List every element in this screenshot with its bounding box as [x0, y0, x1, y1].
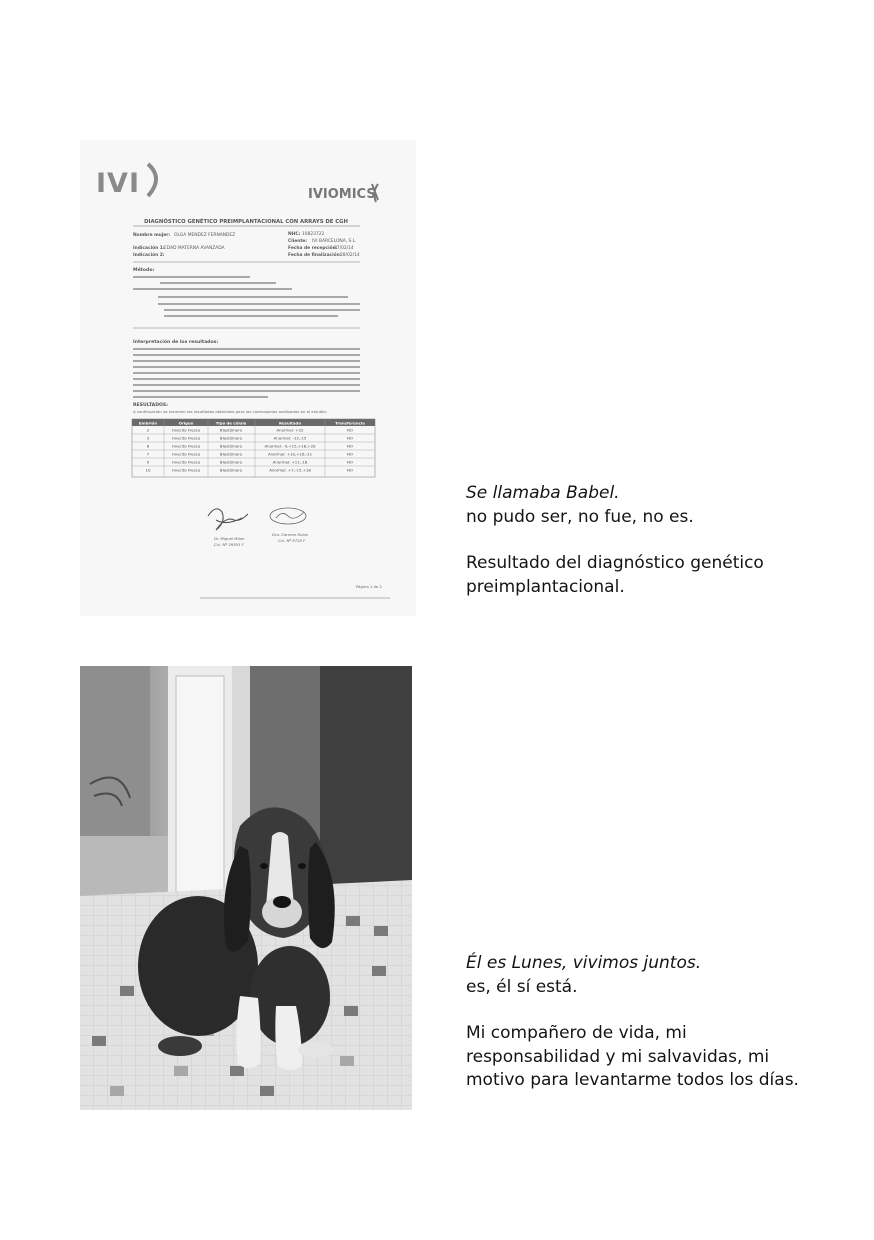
table-cell: NO [347, 443, 353, 449]
caption-line: Resultado del diagnóstico genético [466, 553, 764, 573]
field-value: 10823722 [302, 232, 325, 237]
table-cell: NO [347, 467, 353, 473]
svg-text:Nombre mujer: [133, 232, 170, 238]
table-cell: 2 [146, 427, 150, 433]
caption-line: no pudo ser, no fue, no es. [466, 506, 694, 527]
table-cell: Anormal: +22 [276, 427, 304, 433]
signature-name: Dr. Miguel Milan [214, 536, 245, 541]
caption-italic-line: Se llamaba Babel. [466, 483, 620, 503]
caption-line: es, él sí está. [466, 976, 578, 997]
caption-dog [466, 952, 846, 1093]
caption-line: Mi compañero de vida, mi [466, 1023, 687, 1043]
caption-line: responsabilidad y mi salvavidas, mi [466, 1046, 770, 1067]
table-cell: Anormal: -9,+15,+18,+20 [264, 443, 316, 449]
table-header: Tipo de célula [215, 420, 247, 426]
page-number: Página 1 de 2 [356, 584, 382, 589]
table-header: Origen [178, 420, 194, 426]
signature-name: Dra. Carmen Rubio [272, 532, 309, 537]
table-cell: Ovocito Fresco [171, 427, 201, 433]
table-cell: Ovocito Fresco [171, 435, 201, 441]
interpretation-heading: Interpretación de los resultados: [133, 340, 219, 345]
table-header: Transferencia [335, 420, 365, 426]
table-cell: Blastómero [219, 459, 243, 465]
table-cell: Blastómero [219, 467, 243, 473]
field-label: Indicación 1: [133, 246, 165, 251]
table-cell: Ovocito Fresco [171, 459, 201, 465]
table-header: Embrión [138, 420, 158, 426]
results-heading: RESULTADOS: [133, 403, 169, 408]
genetic-report-scan [80, 140, 416, 616]
table-cell: Blastómero [219, 435, 243, 441]
table-cell: NO [347, 451, 353, 457]
table-cell: NO [347, 427, 353, 433]
table-cell: Blastómero [219, 443, 243, 449]
table-cell: Ovocito Fresco [171, 451, 201, 457]
table-cell: 6 [146, 443, 150, 449]
report-title: DIAGNÓSTICO GENÉTICO PREIMPLANTACIONAL CON ARRAYS DE CGH [144, 219, 348, 225]
caption-report [466, 482, 846, 599]
iviomics-logo [308, 184, 378, 202]
field-value: EDAD MATERNA AVANZADA [164, 246, 225, 251]
field-label: Fecha de recepción: [288, 246, 338, 251]
field-label: Fecha de finalización: [288, 253, 342, 258]
dog-photo [80, 666, 412, 1110]
field-label: Indicación 2: [133, 253, 165, 258]
caption-line: preimplantacional. [466, 576, 625, 597]
field-label: Nombre mujer: [133, 233, 171, 238]
field-label: Cliente: [288, 239, 308, 244]
field-value: 27/02/14 [334, 246, 354, 251]
table-cell: Anormal: +10,+16,-21 [267, 451, 313, 457]
field-value: OLGA MENDEZ FERNANDEZ [174, 233, 236, 238]
table-cell: Anormal: -12,-15 [273, 435, 307, 441]
table-cell: 10 [145, 467, 151, 473]
table-cell: NO [347, 435, 353, 441]
table-cell: Anormal: +11,-16 [272, 459, 308, 465]
field-value: 28/02/14 [340, 253, 360, 258]
signature-number: Col. Nº 39393 F [214, 542, 244, 547]
signature-number: Col. Nº 9728 F [278, 538, 306, 543]
table-header: Resultado [279, 420, 301, 426]
table-cell: 3 [146, 435, 150, 441]
field-label: NHC: [288, 232, 301, 237]
iviomics-logo-text: IVIOMICS [308, 187, 376, 202]
table-cell: Ovocito Fresco [171, 443, 201, 449]
table-cell: Blastómero [219, 451, 243, 457]
table-cell: Ovocito Fresco [171, 467, 201, 473]
ivi-logo-text: IVI [96, 168, 140, 199]
table-cell: 9 [146, 459, 150, 465]
results-intro: A continuación se resumen los resultados obtenidos para los cromosomas analizados en el estudio: [133, 409, 327, 414]
method-heading: Método: [133, 268, 155, 273]
table-cell: Blastómero [219, 427, 243, 433]
caption-line: motivo para levantarme todos los días. [466, 1070, 799, 1090]
table-cell: Anormal: +7,-15,+18 [269, 467, 311, 473]
table-cell: 7 [146, 451, 150, 457]
field-value: IVI BARCELONA, S.L. [312, 239, 357, 244]
table-cell: NO [347, 459, 353, 465]
caption-italic-line: Él es Lunes, vivimos juntos. [466, 953, 702, 973]
